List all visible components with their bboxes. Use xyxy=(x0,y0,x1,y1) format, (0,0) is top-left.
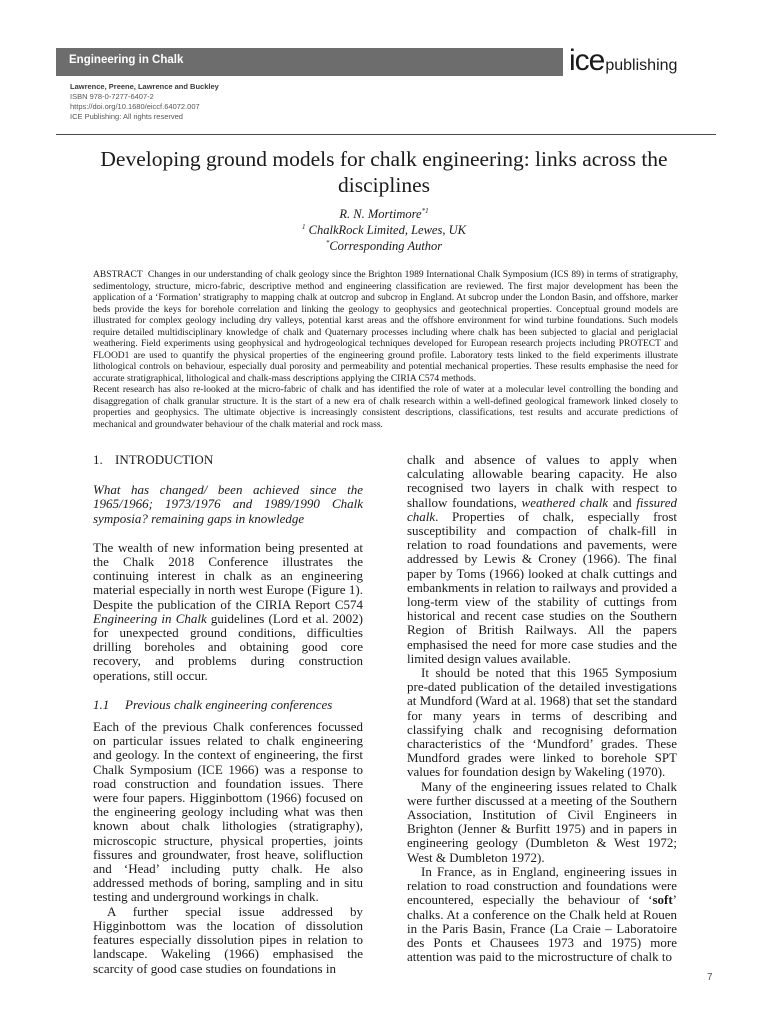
body-column-left xyxy=(93,453,363,976)
book-metadata xyxy=(70,82,219,122)
author-marks: *1 xyxy=(421,207,429,215)
body-paragraph: The wealth of new information being presented at the Chalk 2018 Conference illustrates the continuing interest in chalk as an engineering material especially in north west Europe (Figure 1). Despite the publication of the CIRIA Report C574 Engineering in Chalk guidelines (Lord et al. 2002) for unexpected ground conditions, difficulties drilling boreholes and obtaining good core recovery, and problems during construction operations, still occur. xyxy=(93,539,363,683)
research-question: What has changed/ been achieved since the 1965/1966; 1973/1976 and 1989/1990 Chalk symposia? remaining gaps in knowledge xyxy=(93,482,363,526)
abstract-label: ABSTRACT xyxy=(93,270,143,280)
series-title: Engineering in Chalk xyxy=(69,54,184,66)
paper-title: Developing ground models for chalk engineering: links across the disciplines xyxy=(100,147,668,197)
series-header-bar xyxy=(56,48,563,76)
body-paragraph: It should be noted that this 1965 Symposium pre-dated publication of the detailed investigations at Mundford (Ward at al. 1968) that set the standard for many years in terms of describing and classifying chalk and recognising deformation characteristics of the ‘Mundford’ grades. These Mundford grades were linked to borehole SPT values for foundation design by Wakeling (1970). xyxy=(407,665,677,780)
book-isbn: ISBN 978-0-7277-6407-2 xyxy=(70,92,154,101)
logo-publishing-text: publishing xyxy=(605,57,678,74)
body-paragraph: In France, as in England, engineering issues in relation to road construction and foundations were encountered, especially the behaviour of ‘soft’ chalks. At a conference on the Chalk held at Rouen in the Paris Basin, France (La Craie – Laboratoire des Ponts et Chausees 1973 and 1975) more attention was paid to the microstructure of chalk to xyxy=(407,863,677,965)
subsection-number: 1.1 xyxy=(93,696,110,712)
author-block xyxy=(60,205,708,253)
corresponding-line xyxy=(60,237,708,253)
body-paragraph: chalk and absence of values to apply when calculating allowable bearing capacity. He also recognised two layers in chalk with respect to shallow foundations, weathered chalk and fissured chalk. Properties of chalk, especially frost susceptibility and compaction of chalk-fill in relation to road foundations and pavements, were addressed by Lewis & Croney (1966). The final paper by Toms (1966) looked at chalk cuttings and embankments in relation to railways and provided a long-term view of the stability of cuttings from historical and recent case studies on the Southern Region of British Railways. All the papers emphasised the need for more case studies and the limited design values available. xyxy=(407,452,677,666)
affiliation-line xyxy=(60,221,708,237)
body-column-right xyxy=(407,453,677,964)
emphasis: fissured chalk xyxy=(407,494,677,524)
book-doi: https://doi.org/10.1680/eiccf.64072.007 xyxy=(70,102,200,111)
abstract-paragraph xyxy=(93,270,678,385)
page-number: 7 xyxy=(707,972,713,983)
logo-ice-text: ice xyxy=(569,44,605,77)
author-name: R. N. Mortimore xyxy=(339,207,422,222)
corresponding-mark: * xyxy=(325,239,330,248)
book-rights: ICE Publishing: All rights reserved xyxy=(70,112,183,121)
header-divider xyxy=(56,134,716,135)
corresponding-text: Corresponding Author xyxy=(329,239,443,254)
abstract-paragraph: Recent research has also re-looked at the micro-fabric of chalk and has identified the role of water at a molecular level controlling the bonding and disaggregation of chalk granular structure. It is the start of a new era of chalk research within a well-defined geological framework linked closely to properties and geophysics. The ultimate objective is increasingly consistent descriptions, classifications, test results and accurate predictions of mechanical and groundwater behaviour of the chalk material and rock mass. xyxy=(93,385,678,430)
body-paragraph: Many of the engineering issues related to Chalk were further discussed at a meeting of the Southern Association, Institution of Civil Engineers in Brighton (Jenner & Burfitt 1975) and in papers in engineering geology (Dumbleton & West 1972; West & Dumbleton 1972). xyxy=(407,778,677,865)
section-number: 1. xyxy=(93,452,103,467)
emphasis: weathered chalk xyxy=(521,494,609,510)
section-heading-introduction xyxy=(93,453,363,467)
abstract xyxy=(93,270,678,431)
book-authors: Lawrence, Preene, Lawrence and Buckley xyxy=(70,82,219,91)
abstract-text-1: Changes in our understanding of chalk geology since the Brighton 1989 International Chalk Symposium (ICS 89) in terms of stratigraphy, sedimentology, structure, micro-fabric, descriptive method and engineering classification are reviewed. The first major development has been the application of a ‘Formation’ stratigraphy to mapping chalk at outcrop and subcrop in England. At subcrop under the London Basin, and offshore, marker beds provide the keys for borehole correlation and linking the geology to geophysics and geotechnical properties. Conceptual ground models are illustrated for complex geology including dry valleys, potential karst areas and the offshore environment for wind turbine foundations. Such models require detailed multidisciplinary knowledge of chalk and Quaternary processes including where chalk has been subjected to glacial and periglacial weathering. Field experiments using geophysical and hydrogeological techniques developed for European research projects including PROTECT and FLOOD1 are used to quantify the physical properties of the engineering ground profile. Laboratory tests linked to the field experiments illustrate lithological controls on behaviour, especially dual porosity and permeability and potential mechanical properties. These results emphasise the need for accurate stratigraphical, lithological and chalk-mass descriptions applying the CIRIA C574 methods. xyxy=(93,270,679,384)
affiliation-mark: 1 xyxy=(302,223,306,232)
author-line xyxy=(60,205,708,221)
ice-publishing-logo xyxy=(569,46,677,76)
emphasis: Engineering in Chalk xyxy=(93,610,207,626)
body-paragraph: A further special issue addressed by Higginbottom was the location of dissolution features especially dissolution pipes in relation to landscape. Wakeling (1966) emphasised the scarcity of good case studies on foundations in xyxy=(93,903,363,976)
subsection-heading xyxy=(93,698,363,712)
section-title: INTRODUCTION xyxy=(115,452,214,467)
strong-text: soft xyxy=(652,892,673,908)
body-paragraph: Each of the previous Chalk conferences focussed on particular issues related to chalk engineering and geology. In the context of engineering, the first Chalk Symposium (ICE 1966) was a response to road construction and foundation issues. There were four papers. Higginbottom (1966) focused on the engineering geology including what was then known about chalk lithologies (stratigraphy), microscopic structure, physical properties, joints fissures and groundwater, frost heave, solifluction and ‘Head’ including putty chalk. He also addressed methods of boring, sampling and in situ testing and underground workings in chalk. xyxy=(93,719,363,905)
subsection-title: Previous chalk engineering conferences xyxy=(125,696,333,712)
affiliation-text: ChalkRock Limited, Lewes, UK xyxy=(308,223,466,238)
